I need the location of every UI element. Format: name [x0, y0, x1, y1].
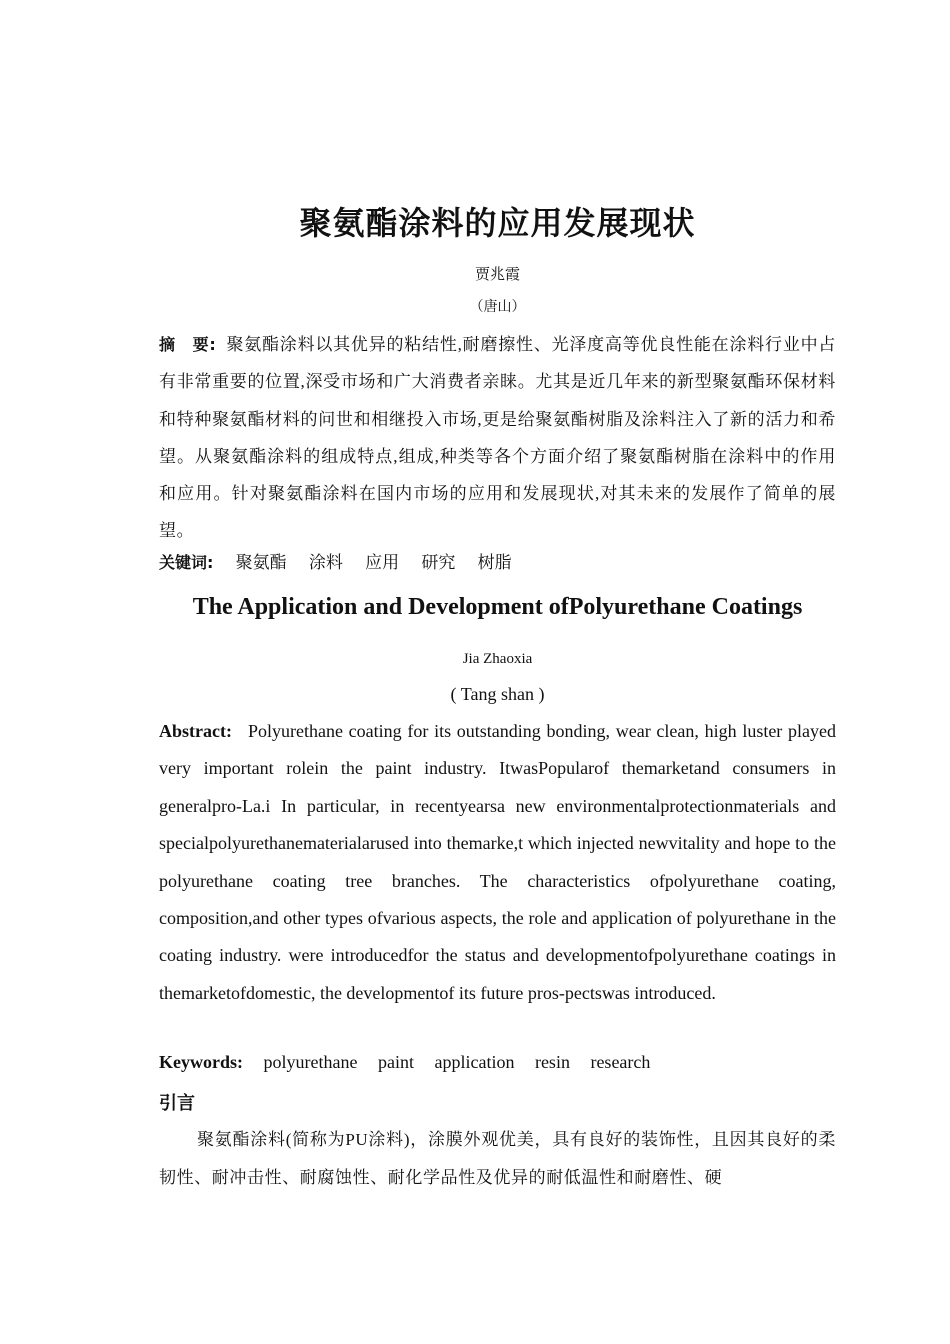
keyword-cn: 应用 — [365, 553, 400, 572]
keywords-en — [159, 1052, 836, 1073]
abstract-en-label: Abstract: — [159, 721, 232, 741]
keyword-cn: 涂料 — [308, 553, 343, 572]
keywords-cn-label: 关键词: — [159, 553, 214, 572]
paper-title: 聚氨酯涂料的应用发展现状 — [299, 204, 696, 242]
author-name-cn: 贾兆霞 — [474, 267, 520, 283]
affiliation-cn: （唐山） — [469, 300, 526, 315]
intro-heading: 引言 — [159, 1093, 195, 1114]
keyword-en: resin — [534, 1052, 570, 1072]
keyword-en: paint — [377, 1052, 414, 1072]
abstract-en — [159, 713, 836, 1012]
intro-paragraph: 聚氨酯涂料(简称为PU涂料)，涂膜外观优美，具有良好的装饰性，且因其良好的柔韧性、耐冲击性、耐腐蚀性、耐化学品性及优异的耐低温性和耐磨性、硬 — [159, 1130, 836, 1187]
abstract-cn-label: 摘 要: — [159, 335, 217, 354]
paper-title-en: The Application and Development ofPolyurethane Coatings — [192, 594, 803, 620]
keywords-en-label: Keywords: — [159, 1052, 243, 1072]
keyword-en: application — [434, 1052, 515, 1072]
keywords-cn — [159, 548, 836, 573]
keyword-cn: 聚氨酯 — [235, 553, 287, 572]
keyword-en: research — [590, 1052, 651, 1072]
abstract-cn — [159, 326, 836, 550]
abstract-cn-text: 聚氨酯涂料以其优异的粘结性,耐磨擦性、光泽度高等优良性能在涂料行业中占有非常重要的位置,深受市场和广大消费者亲睐。尤其是近几年来的新型聚氨酯环保材料和特种聚氨酯材料的问世和相继投入市场,更是给聚氨酯树脂及涂料注入了新的活力和希望。从聚氨酯涂料的组成特点,组成,种类等各个方面介绍了聚氨酯树脂在涂料中的作用和应用。针对聚氨酯涂料在国内市场的应用和发展现状,对其未来的发展作了简单的展望。 — [159, 335, 836, 541]
keyword-cn: 研究 — [421, 553, 456, 572]
keyword-cn: 树脂 — [477, 553, 512, 572]
keyword-en: polyurethane — [263, 1052, 358, 1072]
author-name-en: Jia Zhaoxia — [462, 651, 533, 667]
abstract-en-text: Polyurethane coating for its outstanding bonding, wear clean, high luster played very important rolein the paint industry. ItwasPopularof themarketand consumers in generalpro-La.i In particular, in recentyearsa new environmentalprotectionmaterials and specialpolyurethanematerialarused into themarke,t which injected newvitality and hope to the polyurethane coating tree branches. The characteristics ofpolyurethane coating, composition,and other types ofvarious aspects, the role and application of polyurethane in the coating industry. were introducedfor the status and developmentofpolyurethane coatings in themarketofdomestic, the developmentof its future pros-pectswas introduced. — [159, 721, 836, 1003]
affiliation-en: ( Tang shan ) — [450, 684, 545, 704]
